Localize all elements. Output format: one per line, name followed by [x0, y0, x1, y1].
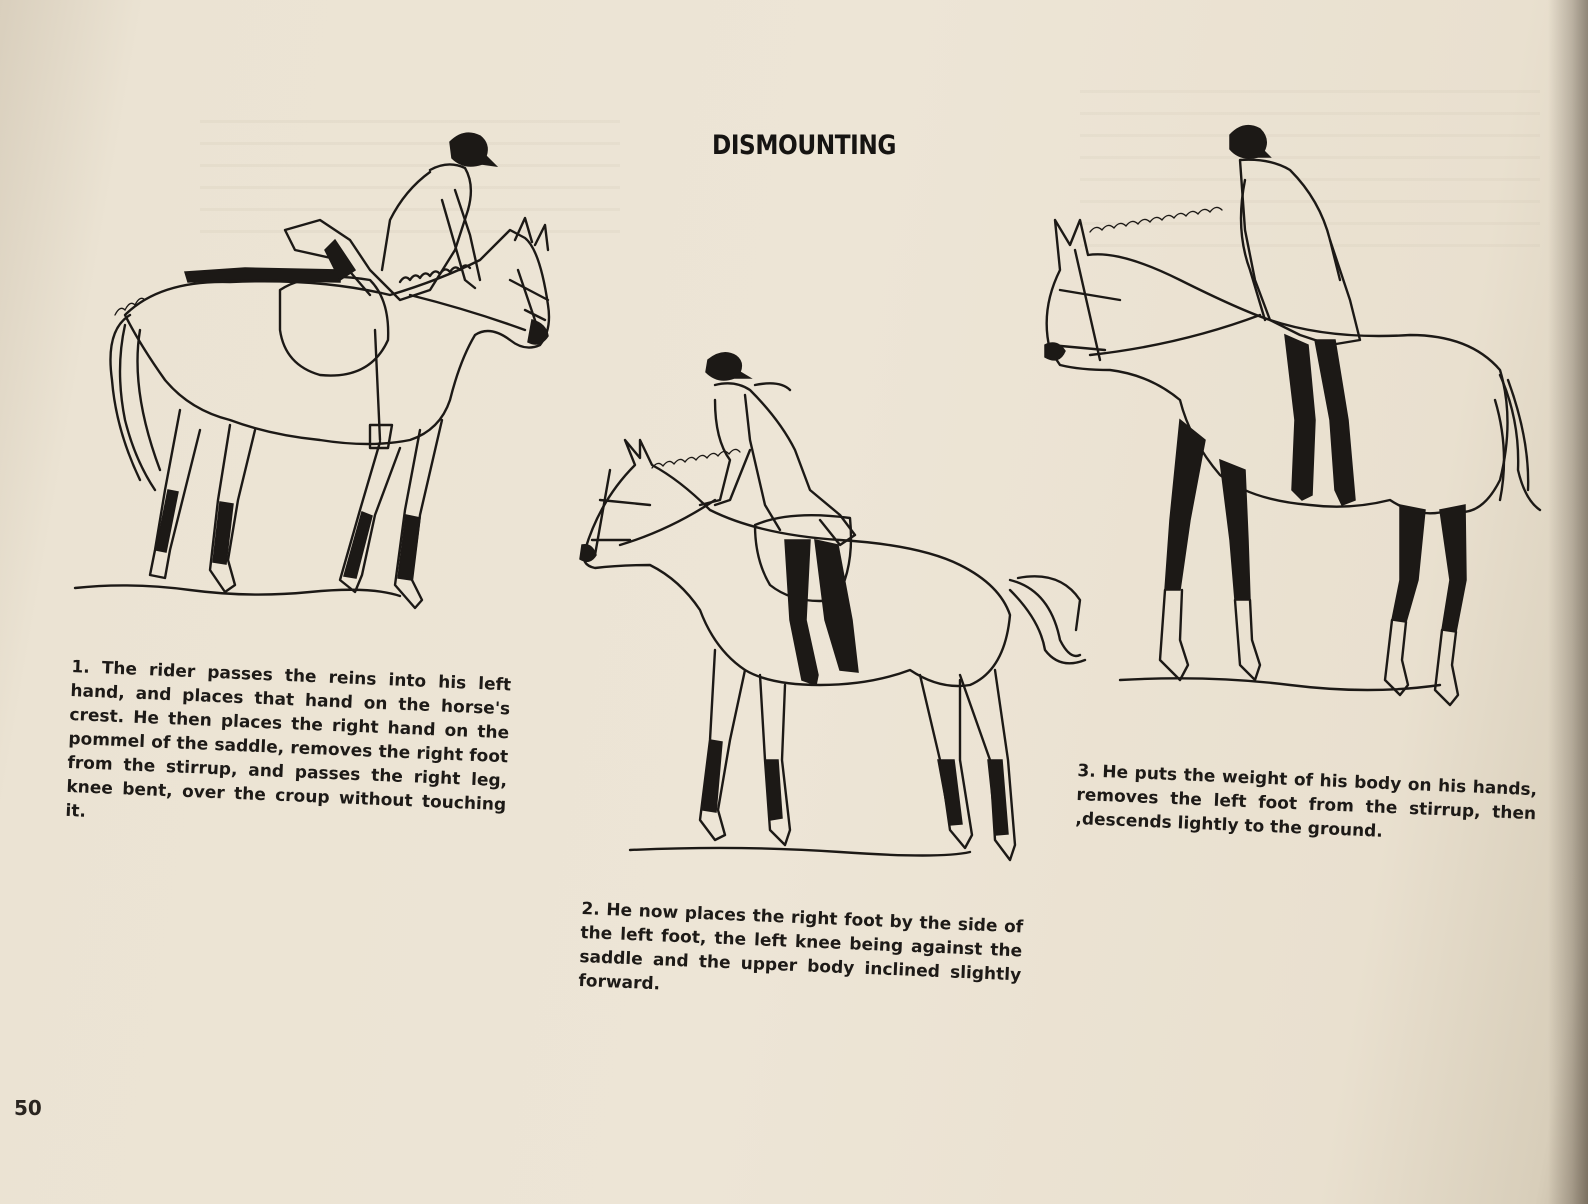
illustration-step-1 — [70, 130, 570, 630]
illustration-step-3 — [1030, 120, 1550, 720]
page-number: 50 — [14, 1096, 42, 1120]
illustration-step-2 — [540, 340, 1100, 880]
page-title: DISMOUNTING — [712, 130, 897, 161]
step-1-caption: 1. The rider passes the reins into his left hand, and places that hand on the horse's crest. He then places the right hand on the pommel of the saddle, removes the right foot from the stirrup, and passes the right leg, knee bent, over the croup without touching it. — [65, 656, 512, 822]
step-2-caption: 2. He now places the right foot by the side of the left foot, the left knee being against the saddle and the upper body inclined slightly forward. — [578, 898, 1024, 995]
step-3-caption: 3. He puts the weight of his body on his hands, removes the left foot from the stirrup, then ,descends lightly to the ground. — [1075, 760, 1538, 842]
page-edge-shadow — [1548, 0, 1588, 1204]
